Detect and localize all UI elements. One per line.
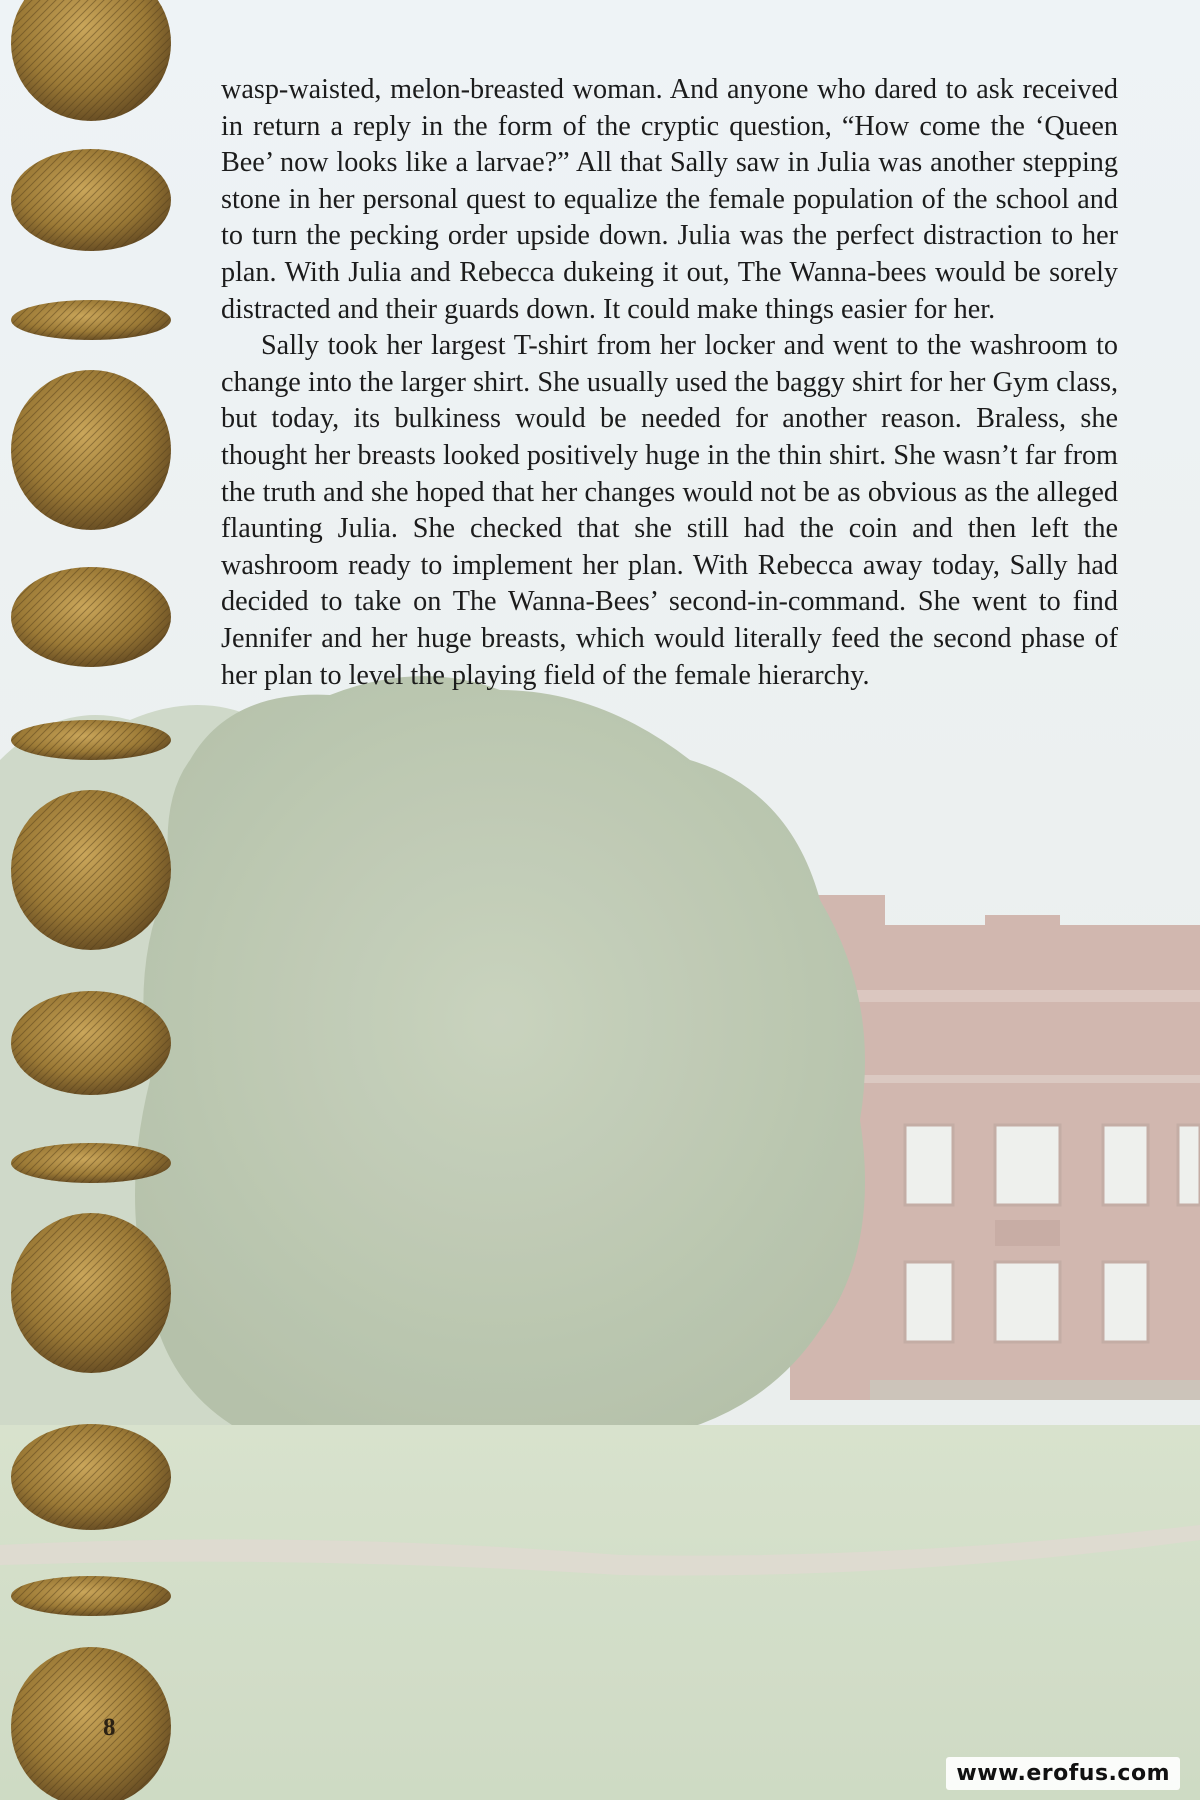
- paragraph-1: wasp-waisted, melon-breasted woman. And anyone who dared to ask received in return a reply in the form of the cryptic question, “How come the ‘Queen Bee’ now looks like a larvae?” All that Sally saw in Julia was another stepping stone in her personal quest to equalize the female population of the school and to turn the pecking order upside down. Julia was the perfect distraction to her plan. With Julia and Rebecca dukeing it out, The Wanna-bees would be sorely distracted and their guards down. It could make things easier for her.: [221, 74, 1118, 325]
- paragraph-2: Sally took her largest T-shirt from her locker and went to the washroom to change into the larger shirt. She usually used the baggy shirt for her Gym class, but today, its bulkiness would be needed for another reason. Braless, she thought her breasts looked positively huge in the thin shirt. She wasn’t far from the truth and she hoped that her changes would not be as obvious as the alleged flaunting Julia. She checked that she still had the coin and then left the washroom ready to implement her plan. With Rebecca away today, Sally had decided to take on The Wanna-Bees’ second-in-command. She went to find Jennifer and her huge breasts, which would literally feed the second phase of her plan to level the playing field of the female hierarchy.: [221, 330, 1118, 691]
- coin-icon-4: [11, 370, 171, 530]
- coin-icon-12: [11, 1576, 171, 1616]
- coin-icon-9: [11, 1143, 171, 1183]
- coin-icon-6: [11, 720, 171, 760]
- body-text: [221, 72, 1118, 694]
- coin-icon-5: [11, 567, 171, 667]
- coin-icon-3: [11, 300, 171, 340]
- coin-icon-10: [11, 1213, 171, 1373]
- coin-icon-11: [11, 1424, 171, 1530]
- page-number: 8: [103, 1714, 116, 1741]
- coin-border: [0, 0, 180, 1800]
- coin-icon-13: [11, 1647, 171, 1800]
- watermark: www.erofus.com: [946, 1757, 1180, 1790]
- coin-icon-2: [11, 149, 171, 251]
- coin-icon-7: [11, 790, 171, 950]
- coin-icon-1: [11, 0, 171, 121]
- coin-icon-8: [11, 991, 171, 1095]
